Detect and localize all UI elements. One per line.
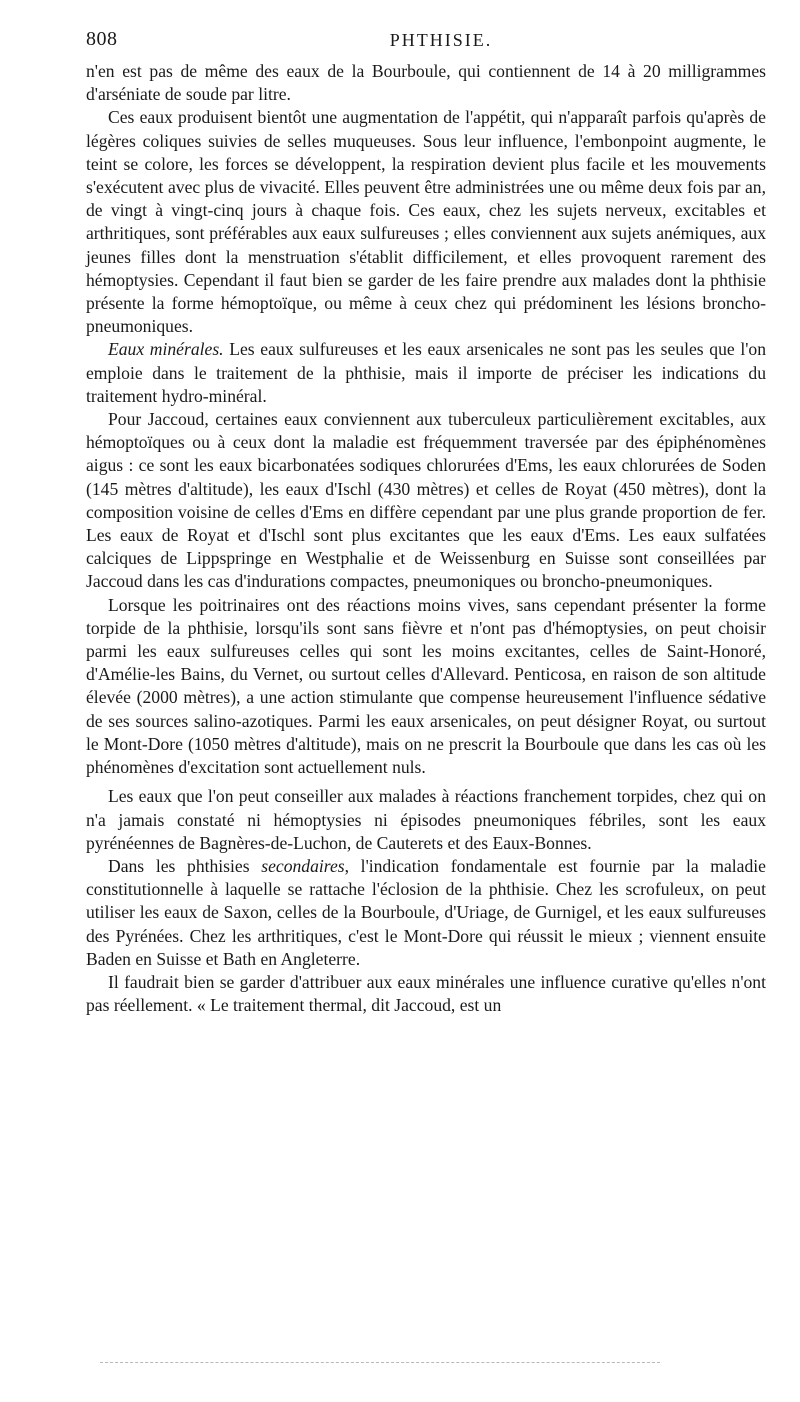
paragraph-continuation: n'en est pas de même des eaux de la Bourboule, qui contiennent de 14 à 20 milligrammes d'arséniate de soude par litre.	[86, 61, 766, 105]
page-number: 808	[86, 28, 118, 50]
paragraph-torpides: Les eaux que l'on peut conseiller aux malades à réactions franchement torpides, chez qui on n'a jamais constaté ni hémoptysies ni épisodes pneumoniques fébriles, sont les eaux pyrénéennes de Bagnères-de-Luchon, de Cauterets et des Eaux-Bonnes.	[86, 786, 766, 853]
book-page	[86, 28, 766, 1017]
paragraph-eaux-minerales	[86, 338, 766, 408]
running-title: PHTHISIE.	[389, 30, 493, 50]
section-lead-eaux-minerales: Eaux minérales.	[108, 339, 224, 360]
paragraph-secondaires-lead: Dans les phthisies	[108, 855, 262, 876]
paragraph-influence-curative: Il faudrait bien se garder d'attribuer aux eaux minérales une influence curative qu'elles n'ont pas réellement. « Le traitement thermal, dit Jaccoud, est un	[86, 971, 766, 1016]
paragraph-eaux-minerales-text: Les eaux sulfureuses et les eaux arsenicales ne sont pas les seules que l'on emploie dans le traitement de la phthisie, mais il importe de préciser les indications du traitement hydro-minéral.	[86, 339, 767, 406]
paragraph-secondaires-text: , l'indication fondamentale est fournie par la maladie constitutionnelle à laquelle se rattache l'éclosion de la phthisie. Chez les scrofuleux, on peut utiliser les eaux de Saxon, celles de la Bourboule, d'Uriage, de Gurnigel, et les eaux sulfureuses des Pyrénées. Chez les arthritiques, c'est le Mont-Dore qui réussit le mieux ; viennent ensuite Baden en Suisse et Bath en Angleterre.	[86, 855, 766, 969]
paragraph-jaccoud: Pour Jaccoud, certaines eaux conviennent aux tuberculeux particulièrement excitables, aux hémoptoïques ou à ceux dont la maladie est fréquemment traversée par des épiphénomènes aigus : ce sont les eaux bicarbonatées sodiques chlorurées d'Ems, les eaux chlorurées de Soden (145 mètres d'altitude), les eaux d'Ischl (430 mètres) et celles de Royat (450 mètres), dont la composition voisine de celles d'Ems en diffère cependant par une plus grande proportion de fer. Les eaux de Royat et d'Ischl sont plus excitantes que les eaux d'Ems. Les eaux sulfatées calciques de Lippspringe en Westphalie et de Weissenburg en Suisse sont conseillées par Jaccoud dans les cas d'indurations compactes, pneumoniques ou broncho-pneumoniques.	[86, 409, 766, 592]
page-header	[86, 28, 766, 60]
paragraph-poitrinaires: Lorsque les poitrinaires ont des réactions moins vives, sans cependant présenter la forme torpide de la phthisie, lorsqu'ils sont sans fièvre et n'ont pas d'hémoptysies, on peut choisir parmi les eaux sulfureuses celles qui sont les moins excitantes, celles de Saint-Honoré, d'Amélie-les Bains, du Vernet, ou surtout celles d'Allevard. Penticosa, en raison de son altitude élevée (2000 mètres), a une action stimulante que compense heureusement l'influence sédative de ses sources salino-azotiques. Parmi les eaux arsenicales, on peut désigner Royat, ou surtout le Mont-Dore (1050 mètres d'altitude), mais on ne prescrit la Bourboule que dans les cas où les phénomènes d'excitation sont actuellement nuls.	[86, 594, 766, 778]
paragraph-phthisies-secondaires	[86, 855, 766, 971]
footer-rule	[100, 1362, 660, 1363]
emphasis-secondaires: secondaires	[261, 855, 345, 876]
paragraph-bourboule-effects: Ces eaux produisent bientôt une augmentation de l'appétit, qui n'apparaît parfois qu'après de légères coliques suivies de selles muqueuses. Sous leur influence, l'embonpoint augmente, le teint se colore, les forces se développent, la respiration devient plus facile et les mouvements s'exécutent avec plus de vivacité. Elles peuvent être administrées une ou même deux fois par an, de vingt à vingt-cinq jours à chaque fois. Ces eaux, chez les sujets nerveux, excitables et arthritiques, sont préférables aux eaux sulfureuses ; elles conviennent aux sujets anémiques, aux jeunes filles dont la menstruation s'établit difficilement, et elles provoquent rarement des hémoptysies. Cependant il faut bien se garder de les faire prendre aux malades dont la phthisie présente la forme hémoptoïque, ou même à ceux chez qui prédominent les lésions broncho-pneumoniques.	[86, 107, 766, 337]
body-text	[86, 60, 766, 1017]
